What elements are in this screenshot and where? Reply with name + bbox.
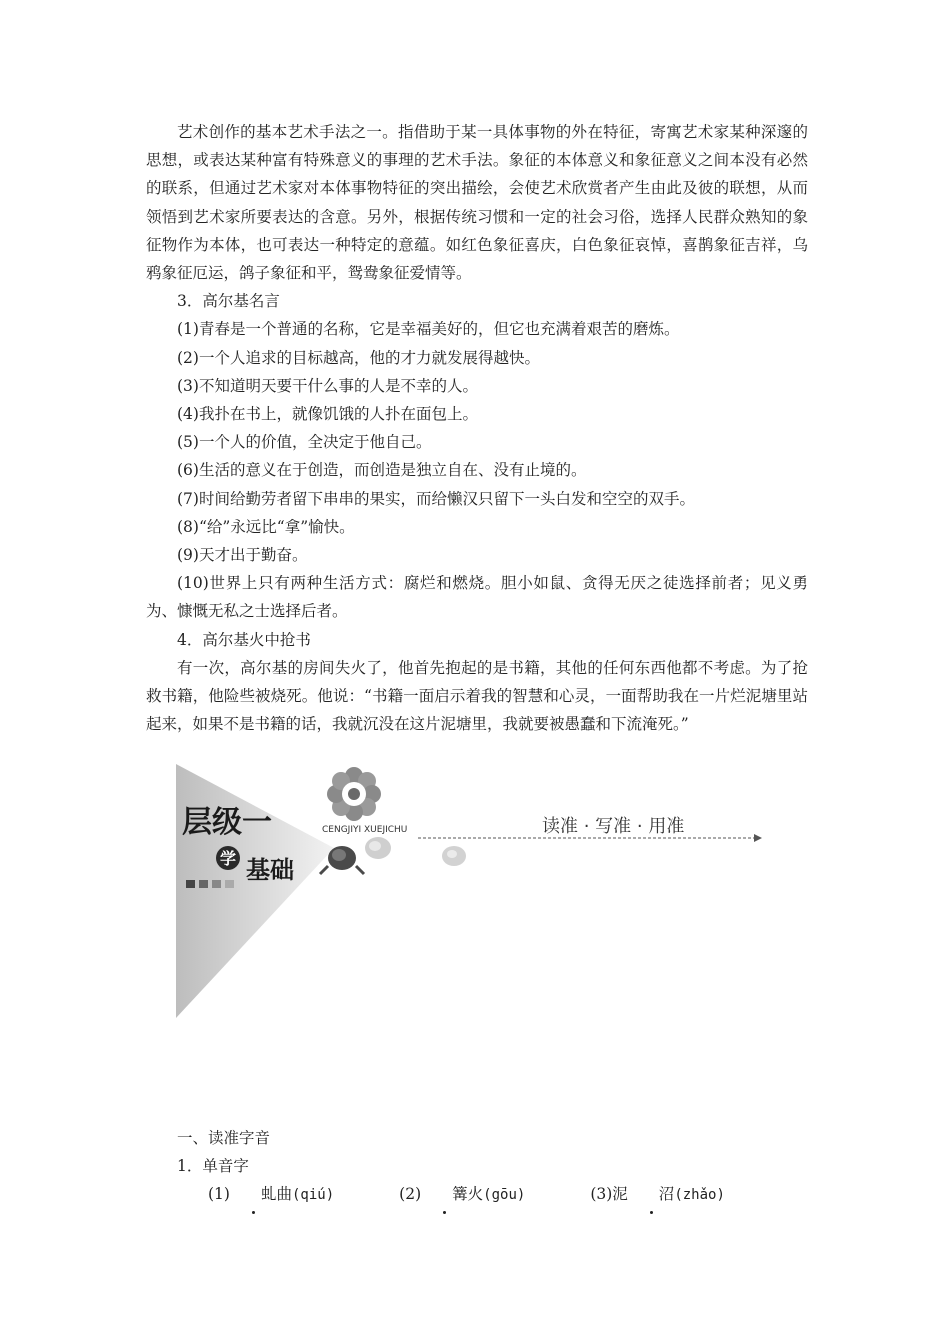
main-text bbox=[146, 118, 808, 738]
quote-item: (6)生活的意义在于创造，而创造是独立自在、没有止境的。 bbox=[177, 461, 587, 480]
level-banner bbox=[146, 760, 808, 1022]
item-pinyin: (zhǎo) bbox=[674, 1187, 725, 1204]
quote-item: (9)天才出于勤奋。 bbox=[177, 546, 308, 565]
reading-heading: 一、读准字音 bbox=[177, 1129, 271, 1147]
pronunciation-item bbox=[177, 1180, 334, 1209]
banner-graphic bbox=[146, 760, 808, 1022]
pronunciation-item bbox=[559, 1180, 725, 1209]
deco-square bbox=[199, 880, 208, 888]
item-pinyin: (qiú) bbox=[292, 1187, 335, 1204]
item-char: 火 bbox=[467, 1185, 484, 1204]
quote-item: (3)不知道明天要干什么事的人是不幸的人。 bbox=[177, 376, 478, 395]
reading-subheading: 1．单音字 bbox=[177, 1157, 249, 1176]
quote-item: (8)“给”永远比“拿”愉快。 bbox=[177, 517, 355, 536]
quote-item: (10)世界上只有两种生活方式：腐烂和燃烧。胆小如鼠、贪得无厌之徒选择前者；见义勇为、慷慨无私之士选择后者。 bbox=[146, 574, 808, 621]
banner-title: 层级一 bbox=[182, 805, 272, 840]
quote-item: (5)一个人的价值，全决定于他自己。 bbox=[177, 433, 432, 452]
rose-icon bbox=[442, 846, 466, 866]
banner-triangle bbox=[176, 764, 334, 1018]
banner-pinyin: CENGJIYI XUEJICHU bbox=[322, 825, 408, 835]
rose-icon bbox=[365, 837, 391, 859]
item-number: (3) bbox=[590, 1185, 613, 1204]
deco-square bbox=[212, 880, 221, 888]
item-number: (1) bbox=[208, 1185, 230, 1204]
xue-char: 学 bbox=[219, 849, 237, 868]
emphasis-char: 篝 bbox=[421, 1180, 468, 1208]
item-number: (2) bbox=[399, 1185, 422, 1204]
section4-story: 有一次，高尔基的房间失火了，他首先抱起的是书籍，其他的任何东西他都不考虑。为了抢救书籍，他险些被烧死。他说：“书籍一面启示着我的智慧和心灵，一面帮助我在一片烂泥塘里站起来，如果不是书籍的话，我就沉没在这片泥塘里，我就要被愚蠢和下流淹死。” bbox=[146, 658, 808, 734]
arrow-head-icon bbox=[754, 834, 762, 842]
pronunciation-list bbox=[146, 1180, 808, 1209]
deco-square bbox=[225, 880, 234, 888]
deco-square bbox=[186, 880, 195, 888]
quote-item: (4)我扑在书上，就像饥饿的人扑在面包上。 bbox=[177, 405, 478, 424]
emphasis-char: 沼 bbox=[628, 1180, 675, 1208]
section4-heading: 4．高尔基火中抢书 bbox=[177, 630, 311, 649]
flower-icon bbox=[327, 767, 381, 821]
pronunciation-item bbox=[368, 1180, 525, 1209]
banner-tagline: 读准 · 写准 · 用准 bbox=[542, 816, 685, 837]
quote-item: (1)青春是一个普通的名称，它是幸福美好的，但它也充满着艰苦的磨炼。 bbox=[177, 320, 680, 339]
emphasis-char: 虬 bbox=[230, 1180, 277, 1208]
item-char: 曲 bbox=[276, 1185, 292, 1204]
section3-heading: 3．高尔基名言 bbox=[177, 292, 280, 311]
item-pinyin: (gōu) bbox=[483, 1187, 526, 1204]
quote-item: (2)一个人追求的目标越高，他的才力就发展得越快。 bbox=[177, 348, 540, 367]
quote-list bbox=[146, 315, 808, 625]
item-char: 泥 bbox=[612, 1185, 628, 1204]
banner-jichu: 基础 bbox=[246, 856, 294, 884]
quote-item: (7)时间给勤劳者留下串串的果实，而给懒汉只留下一头白发和空空的双手。 bbox=[177, 489, 695, 508]
intro-paragraph: 艺术创作的基本艺术手法之一。指借助于某一具体事物的外在特征，寄寓艺术家某种深邃的思想，或表达某种富有特殊意义的事理的艺术手法。象征的本体意义和象征意义之间本没有必然的联系，但通过艺术家对本体事物特征的突出描绘，会使艺术欣赏者产生由此及彼的联想，从而领悟到艺术家所要表达的含意。另外，根据传统习惯和一定的社会习俗，选择人民群众熟知的象征物作为本体，也可表达一种特定的意蕴。如红色象征喜庆，白色象征哀悼，喜鹊象征吉祥，乌鸦象征厄运，鸽子象征和平，鸳鸯象征爱情等。 bbox=[146, 123, 808, 283]
reading-section bbox=[146, 1124, 808, 1210]
